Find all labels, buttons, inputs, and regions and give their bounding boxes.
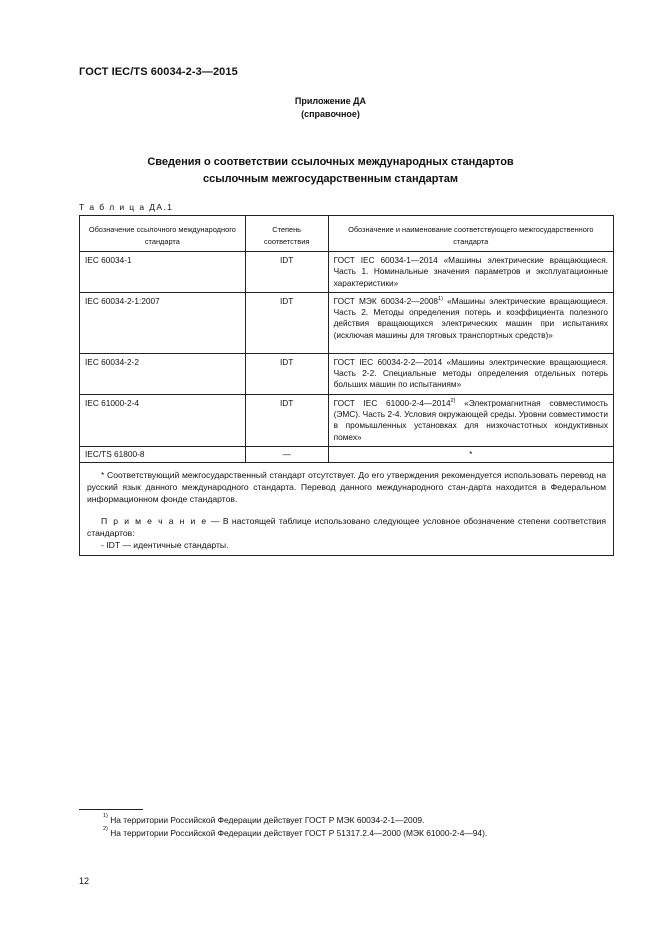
header-gost-standard: Обозначение и наименование соответствующего межгосударственного стандарта — [328, 216, 613, 252]
cell-gost: ГОСТ IEC 60034-1—2014 «Машины электрические вращающиеся. Часть 1. Номинальные значения параметров и эксплуатационные характеристики» — [328, 252, 613, 293]
cell-gost — [328, 394, 613, 446]
table-caption: Т а б л и ц а ДА.1 — [79, 202, 174, 212]
footnote-separator — [79, 809, 143, 810]
header-degree: Степень соответствия — [245, 216, 328, 252]
gost-designation: ГОСТ IEC 61000-2-4—2014 — [333, 397, 451, 408]
annex-type: (справочное) — [301, 109, 360, 119]
note-paragraph — [87, 515, 606, 539]
footnote-2 — [103, 828, 487, 838]
cell-ref: IEC 60034-2-1:2007 — [80, 292, 246, 353]
footnote-ref: 1) — [438, 295, 443, 302]
table-row — [80, 252, 614, 293]
footnote-ref: 2) — [450, 397, 456, 404]
correspondence-table — [79, 215, 614, 556]
cell-gost: * — [328, 446, 613, 462]
document-header: ГОСТ IEC/TS 60034-2-3—2015 — [79, 66, 238, 78]
table-row — [80, 353, 614, 394]
footnote-mark: 2) — [103, 826, 108, 832]
section-title-line2: ссылочным межгосударственным стандартам — [203, 173, 458, 185]
gost-title: «Машины электрические вращающиеся. Часть 2. Методы определения потерь и коэффициента полезного действия вращающихся электрических машин при испытаниях (исключая машины для тяговых транспортных средств)» — [333, 295, 608, 340]
page-number: 12 — [79, 876, 90, 886]
cell-gost: ГОСТ IEC 60034-2-2—2014 «Машины электрические вращающиеся. Часть 2-2. Специальные методы определения отдельных потерь больших машин по испытаниям» — [328, 353, 613, 394]
table-header-row — [80, 216, 614, 252]
footnote-1 — [103, 815, 424, 825]
note-star: * Соответствующий межгосударственный стандарт отсутствует. До его утверждения рекомендуется использовать перевод на русский язык данного международного стандарта. Перевод данного международного стан-дарта находится в Федеральном информационном фонде стандартов. — [87, 469, 606, 504]
cell-degree: IDT — [245, 353, 328, 394]
cell-ref: IEC/TS 61800-8 — [80, 446, 246, 462]
gost-title: «Электромагнитная совместимость (ЭМС). Часть 2-4. Условия окружающей среды. Уровни совместимости в промышленных установках для низкочастотных кондуктивных помех» — [333, 397, 608, 442]
footnote-text: На территории Российской Федерации действует ГОСТ Р 51317.2.4—2000 (МЭК 61000-2-4—94). — [110, 828, 488, 838]
note-item: - IDT — идентичные стандарты. — [101, 539, 229, 550]
cell-degree: IDT — [245, 292, 328, 353]
section-title-line1: Сведения о соответствии ссылочных международных стандартов — [147, 156, 514, 168]
footnote-text: На территории Российской Федерации действует ГОСТ Р МЭК 60034-2-1—2009. — [110, 815, 425, 825]
header-ref-standard: Обозначение ссылочного международного стандарта — [80, 216, 246, 252]
cell-degree: IDT — [245, 252, 328, 293]
annex-title: Приложение ДА — [294, 96, 367, 106]
footnote-mark: 1) — [103, 813, 108, 819]
note-text: — В настоящей таблице использовано следующее условное обозначение степени соответствия стандартов: — [87, 515, 606, 538]
table-notes-row — [80, 462, 614, 555]
cell-ref: IEC 60034-2-2 — [80, 353, 246, 394]
cell-ref: IEC 60034-1 — [80, 252, 246, 293]
table-notes — [80, 462, 614, 555]
cell-ref: IEC 61000-2-4 — [80, 394, 246, 446]
note-label: П р и м е ч а н и е — [101, 515, 208, 526]
cell-degree: IDT — [245, 394, 328, 446]
cell-degree: — — [245, 446, 328, 462]
cell-gost — [328, 292, 613, 353]
table-row — [80, 394, 614, 446]
table-row — [80, 446, 614, 462]
table-row — [80, 292, 614, 353]
gost-designation: ГОСТ МЭК 60034-2—2008 — [333, 295, 439, 306]
